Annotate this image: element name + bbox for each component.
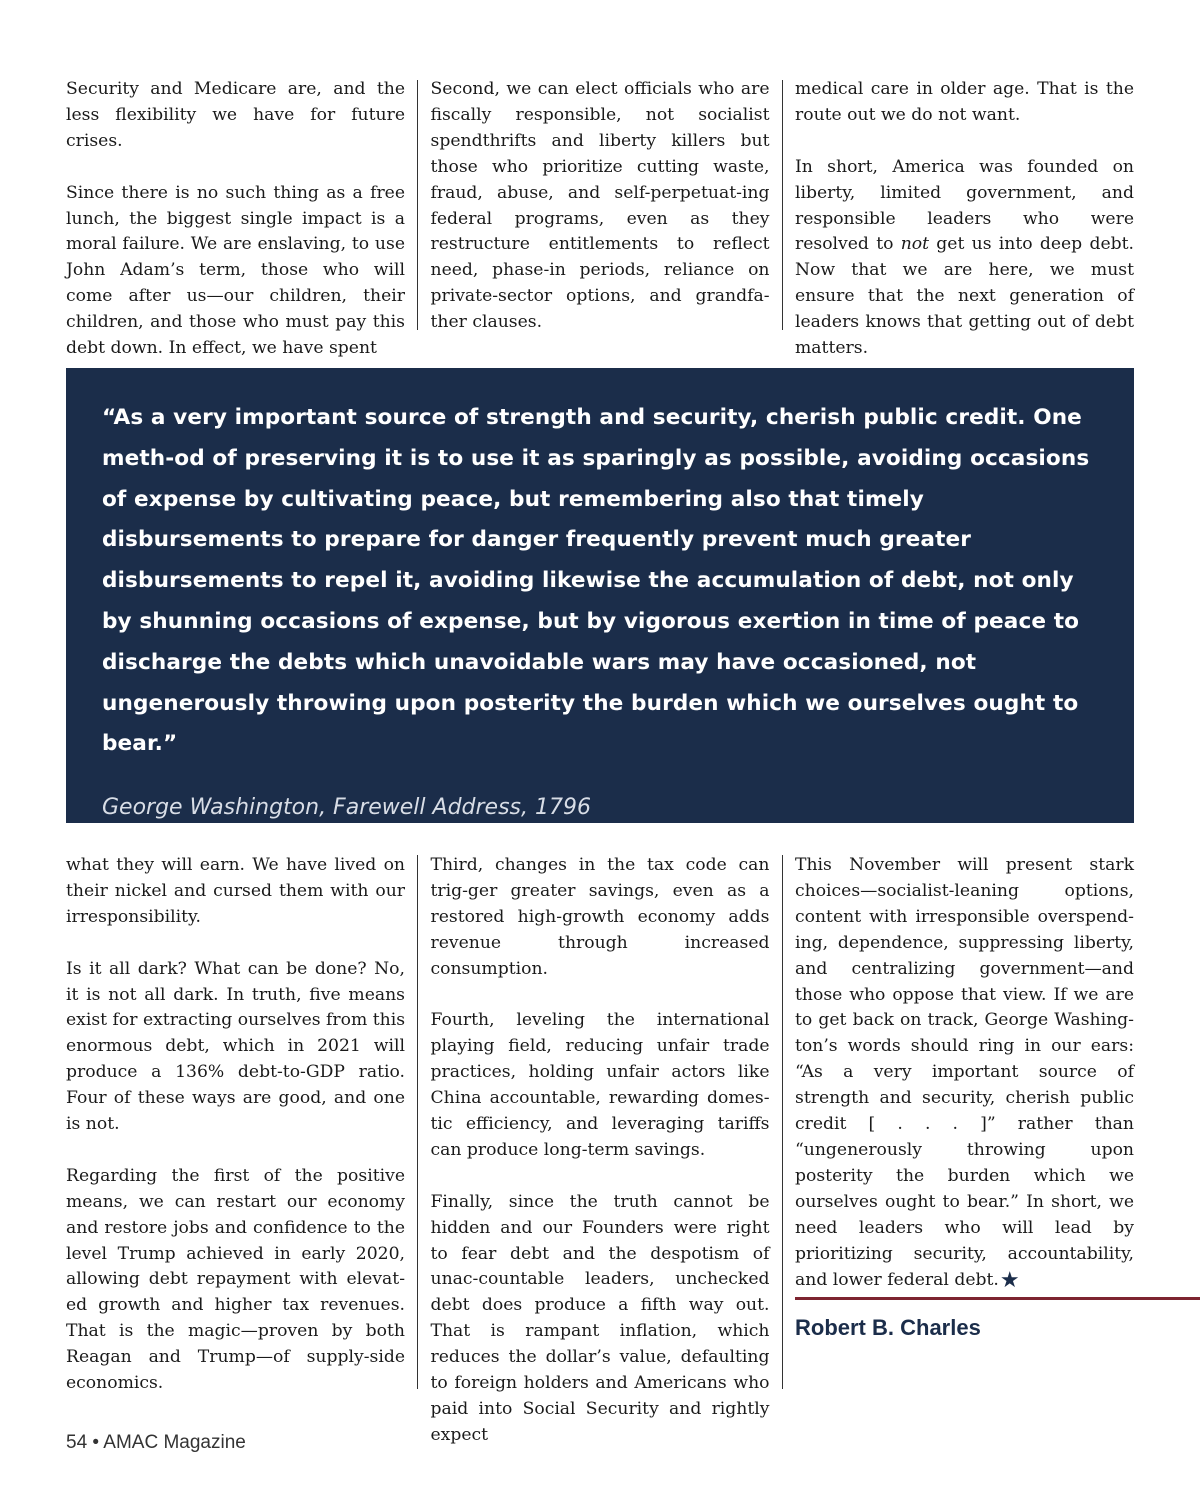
paragraph-text: This November will present stark choices—socialist-leaning options, content with irresponsible overspend-ing, dependence, suppressing liberty, and centralizing government—and those who oppose that view. If we are to get back on track, George Washing-ton’s words should ring in our ears: “As a very important source of strength and security, cherish public credit [ . . . ]” rather than “ungenerously throwing upon posterity the burden which we ourselves ought to bear.” In short, we need leaders who will lead by prioritizing security, accountability, and lower federal debt.: [795, 855, 1134, 1290]
paragraph: Finally, since the truth cannot be hidden and our Founders were right to fear debt and the despotism of unac-countable leaders, unchecked debt does produce a fifth way out. That is rampant inflation, which reduces the dollar’s value, defaulting to foreign holders and Americans who paid into Social Security and rightly expect: [430, 1191, 770, 1445]
emphasis-text: not: [900, 234, 930, 255]
paragraph-text: get us into deep debt. Now that we are here, we must ensure that the next generation of leaders knows that getting out of debt matters.: [795, 234, 1134, 359]
pull-quote-attribution: George Washington, Farewell Address, 1796: [102, 795, 591, 821]
paragraph: what they will earn. We have lived on their nickel and cursed them with our irresponsibility.: [66, 855, 405, 927]
paragraph: Regarding the first of the positive means, we can restart our economy and restore jobs and confidence to the level Trump achieved in early 2020, allowing debt repayment with elevat-ed growth and higher tax revenues. That is the magic—proven by both Reagan and Trump—of supply-side economics.: [66, 1165, 405, 1394]
paragraph: Is it all dark? What can be done? No, it is not all dark. In truth, five means exist for extracting ourselves from this enormous debt, which in 2021 will produce a 136% debt-to-GDP ratio. Four of these ways are good, and one is not.: [66, 958, 406, 1135]
paragraph: medical care in older age. That is the route out we do not want.: [795, 79, 1134, 125]
paragraph: Fourth, leveling the international playing field, reducing unfair trade practices, holding unfair actors like China accountable, rewarding domes-tic efficiency, and leveraging tariffs can produce long-term savings.: [430, 1010, 770, 1160]
paragraph: [795, 155, 1134, 362]
paragraph: Second, we can elect officials who are fiscally responsible, not socialist spendthrifts and liberty killers but those who prioritize cutting waste, fraud, abuse, and self-perpetuat-ing federal programs, even as they restructure entitlements to reflect need, phase-in periods, reliance on private-sector options, and grandfa-ther clauses.: [430, 79, 770, 333]
top-column-2: [431, 77, 770, 362]
page-footer: 54 • AMAC Magazine: [66, 1432, 246, 1453]
column-divider: [782, 80, 783, 330]
bottom-column-1: [66, 853, 405, 1449]
top-columns: [66, 77, 1134, 362]
paragraph: Security and Medicare are, and the less flexibility we have for future crises.: [66, 79, 405, 151]
pull-quote-box: [66, 368, 1134, 823]
bottom-column-3: [795, 853, 1134, 1449]
paragraph-text: In short, America was founded on liberty, limited government, and responsible leaders who were resolved to: [795, 156, 1134, 255]
bottom-column-2: [431, 853, 770, 1449]
author-divider: [795, 1297, 1200, 1300]
bottom-columns: [66, 853, 1134, 1449]
pull-quote-text: “As a very important source of strength and security, cherish public credit. One meth-od of preserving it is to use it as sparingly as possible, avoiding occasions of expense by cultivating peace, but remembering also that timely disbursements to prepare for danger frequently prevent much greater disbursements to repel it, avoiding likewise the accumulation of debt, not only by shunning occasions of expense, but by vigorous exertion in time of peace to discharge the debts which unavoidable wars may have occasioned, not ungenerously throwing upon posterity the burden which we ourselves ought to bear.”: [102, 405, 1090, 757]
top-column-1: [66, 77, 405, 362]
column-divider: [417, 80, 418, 330]
star-icon: ★: [999, 1267, 1020, 1293]
paragraph: Third, changes in the tax code can trig-ger greater savings, even as a restored high-growth economy adds revenue through increased consumption.: [430, 855, 770, 979]
paragraph: [795, 853, 1134, 1293]
paragraph: Since there is no such thing as a free lunch, the biggest single impact is a moral failure. We are enslaving, to use John Adam’s term, those who will come after us—our children, their children, and those who must pay this debt down. In effect, we have spent: [66, 182, 405, 359]
author-name: Robert B. Charles: [795, 1315, 981, 1340]
column-divider: [782, 855, 783, 1389]
column-divider: [417, 855, 418, 1389]
top-column-3: [795, 77, 1134, 362]
